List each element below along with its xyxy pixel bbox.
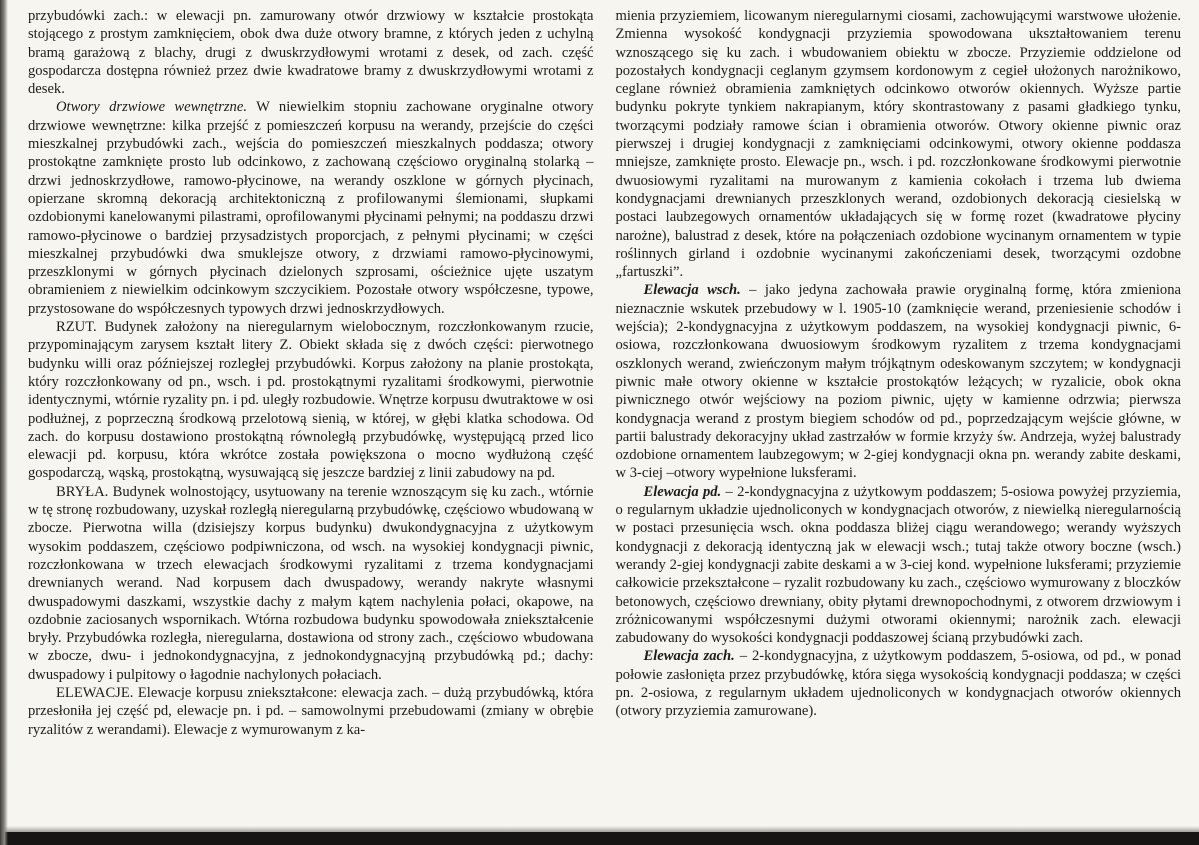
text-run: Elewacja pd. bbox=[643, 483, 722, 500]
text-run: W niewielkim stopniu zachowane oryginalne otwory drzwiowe wewnętrzne: kilka przejść z pomieszczeń korpusu na werandy, przejście do części mieszkalnej przybudówki zach., wejścia do pomieszczeń mieszkalnych poddasza; otwory prostokątne zamknięte prosto lub odcinkowo, z zachowaną częściowo oryginalną stolarką – drzwi jednoskrzydłowe, ramowo-płycinowe, na werandy oszklone w górnych płycinach, opierzane skromną dekoracją architektoniczną z profilowanymi ślemionami, słupkami ozdobionymi kanelowanymi pilastrami, oprofilowanymi płycinami pełnymi; na poddaszu drzwi ramowo-płycinowe o bardziej przysadzistych proporcjach, z pełnymi płycinami; w części mieszkalnej przybudówki dwa smuklejsze otwory, z drzwiami ramowo-płycinowymi, przeszklonymi w górnych płycinach dzielonych szprosami, ościeżnice ujęte uszatym obramieniem z niewielkim odcinkowym szczycikiem. Pozostałe otwory współczesne, typowe, przystosowane do współczesnych typowych drzwi jednoskrzydłowych. bbox=[28, 99, 594, 317]
paragraph bbox=[28, 7, 594, 98]
text-run: Elewacja zach. bbox=[643, 648, 735, 665]
text-run: – 2-kondygnacyjna z użytkowym poddaszem; 5-osiowa powyżej przyziemia, o regularnym układzie ujednoliconych w kondygnacjach otworów, z niewielką nieregularnością w postaci przesunięcia wsch. okna poddasza bliżej ciągu werandowego; werandy wyższych kondygnacji z dekoracją identyczną jak w elewacji wsch.; tutaj także otwory boczne (wsch.) werandy 2-giej kondygnacji zabite deskami a w 3-ciej kond. wypełnione luksferami; przyziemie całkowicie przekształcone – ryzalit rozbudowany ku zach., częściowo wymurowany z bloczków betonowych, częściowo drewniany, obity płytami drewnopochodnymi, z otworem drzwiowym i zróżnicowanymi współczesnymi dużymi otworami okiennymi; narożnik zach. elewacji zabudowany do wysokości kondygnacji poddaszowej ścianą przybudówki zach. bbox=[615, 483, 1181, 647]
text-run: Otwory drzwiowe wewnętrzne. bbox=[56, 99, 247, 116]
text-run: – 2-kondygnacyjna, z użytkowym poddaszem, 5-osiowa, od pd., w ponad połowie zasłonięta przez przybudówkę, która sięga wysokością kondygnacji poddasza; w części pn. 2-osiowa, z regularnym układem ujednoliconych w kondygnacjach otworów okiennych (otwory przyziemia zamurowane). bbox=[615, 648, 1181, 720]
paragraph bbox=[616, 647, 1182, 720]
text-run: – jako jedyna zachowała prawie oryginalną formę, która zmieniona nieznacznie wskutek przebudowy w l. 1905-10 (zamknięcie werand, przeniesienie schodów i wejścia); 2-kondygnacyjna z użytkowym poddaszem, na wysokiej kondygnacji piwnic, 6-osiowa, rozczłonkowana dwuosiowym środkowym ryzalitem z trzema kondygnacjami oszklonych werand, zwieńczonym małym trójkątnym odeskowanym szczytem; w kondygnacji piwnic małe otwory okienne w kształcie prostokątów leżących; w ryzalicie, obok okna piwnicznego otwór wejściowy na poziom piwnic, ujęty w kamienne odrzwia; pierwsza kondygnacja werand z prostym biegiem schodów od pd., poprzedzającym wejście główne, w partii balustrady dekoracyjny układ zastrzałów w formie krzyży św. Andrzeja, wyżej balustrady ozdobione ornamentem laubzegowym; w 2-giej kondygnacji okna pn. werandy zabite deskami, w 3-ciej –otwory wypełnione luksferami. bbox=[615, 282, 1181, 482]
text-run: przybudówki zach.: w elewacji pn. zamurowany otwór drzwiowy w kształcie prostokąta stojącego z prostym zamknięciem, obok dwa duże otwory bramne, z których jeden z uchylną bramą garażową z blachy, drugi z dwuskrzydłowymi wrotami z desek, od zach. część gospodarcza dostępna również przez dwie kwadratowe bramy z dwuskrzydłowymi wrotami z desek. bbox=[28, 8, 594, 98]
text-run: Elewacja wsch. bbox=[643, 282, 741, 299]
paragraph bbox=[616, 281, 1182, 482]
text-run: mienia przyziemiem, licowanym nieregularnymi ciosami, zachowującymi warstwowe ułożenie. Zmienna wysokość kondygnacji przyziemia spowodowana ukształtowaniem terenu wznoszącego się ku zach. i wbudowaniem obiektu w zbocze. Przyziemie oddzielone od pozostałych kondygnacji ceglanym gzymsem kordonowym z cegieł ułożonych narożnikowo, ceglane również obramienia zamkniętych odcinkowo otworów okiennych. Wyższe partie budynku pokryte tynkiem nakrapianym, który skontrastowany z pasami gładkiego tynku, tworzącymi podziały ramowe ścian i obramienia otworów. Otwory okienne piwnic oraz pierwszej i drugiej kondygnacji z zamknięciami odcinkowymi, otwory okienne poddasza mniejsze, zamknięte prosto. Elewacje pn., wsch. i pd. rozczłonkowane środkowymi pierwotnie dwuosiowymi ryzalitami na murowanym z kamienia cokołach i trzema lub dwiema kondygnacjami drewnianych przeszklonych werand, ozdobionych dekoracją ciesielską w postaci laubzegowych ornamentów układających się w formę rozet (kwadratowe płyciny narożne), balustrad z desek, które na połączeniach ozdobione wycinanym ornamentem w typie roślinnych girland i ozdobnie wycinanymi zakończeniami desek, tworzącymi ozdobne „fartuszki”. bbox=[615, 8, 1181, 281]
scan-edge-left bbox=[0, 0, 8, 845]
paragraph bbox=[28, 684, 594, 739]
paragraph bbox=[616, 7, 1182, 281]
paragraph bbox=[28, 318, 594, 483]
text-run: RZUT. Budynek założony na nieregularnym wielobocznym, rozczłonkowanym rzucie, przypominającym zarysem kształt litery Z. Obiekt składa się z dwóch części: pierwotnego budynku willi oraz późniejszej rozległej przybudówki. Korpus założony na planie prostokąta, który rozczłonkowany od pn., wsch. i pd. prostokątnymi ryzalitami środkowymi, pierwotnie identycznymi, wtórnie ryzality pn. i pd. uległy rozbudowie. Wnętrze korpusu dwutraktowe w osi podłużnej, z poprzeczną środkową przelotową sienią, w której, w głębi klatka schodowa. Od zach. do korpusu dostawiono prostokątną równoległą przybudówkę, występującą przed lico elewacji pd. korpusu, która wkrótce została powiększona o mocno wydłużoną część gospodarczą, wąską, prostokątną, wysuwającą się jeszcze bardziej z linii zabudowy na pd. bbox=[28, 319, 594, 482]
column-left bbox=[28, 7, 594, 739]
paragraph bbox=[28, 98, 594, 318]
column-right bbox=[616, 7, 1182, 739]
paragraph bbox=[616, 483, 1182, 648]
text-run: ELEWACJE. Elewacje korpusu zniekształcone: elewacja zach. – dużą przybudówką, która przesłoniła jej część pd, elewacje pn. i pd. – samowolnymi przebudowami (zmiany w obrębie ryzalitów z werandami). Elewacje z wymurowanym z ka- bbox=[28, 684, 594, 738]
scan-edge-bottom bbox=[0, 832, 1199, 845]
text-run: BRYŁA. Budynek wolnostojący, usytuowany na terenie wznoszącym się ku zach., wtórnie w tę stronę rozbudowany, uzyskał rozległą nieregularną przybudówkę, częściowo wbudowaną w zbocze. Pierwotna willa (dzisiejszy korpus budynku) dwukondygnacyjna z użytkowym wysokim poddaszem, częściowo podpiwniczona, od wsch. na wysokiej kondygnacji piwnic, rozczłonkowana w trzech elewacjach środkowymi ryzalitami z trzema kondygnacjami drewnianych werand. Nad korpusem dach dwuspadowy, werandy nakryte własnymi dwuspadowymi daszkami, wszystkie dachy z małym kątem nachylenia połaci, okapowe, na ozdobnie zaciosanych wspornikach. Wtórna rozbudowa budynku spowodowała zniekształcenie bryły. Przybudówka rozległa, nieregularna, dostawiona od strony zach., częściowo wbudowana w zbocze, dwu- i jednokondygnacyjna, z jednokondygnacyjną przybudówką pd.; dachy: dwuspadowy i pulpitowy o łagodnie nachylonych połaciach. bbox=[28, 483, 594, 683]
paragraph bbox=[28, 483, 594, 684]
